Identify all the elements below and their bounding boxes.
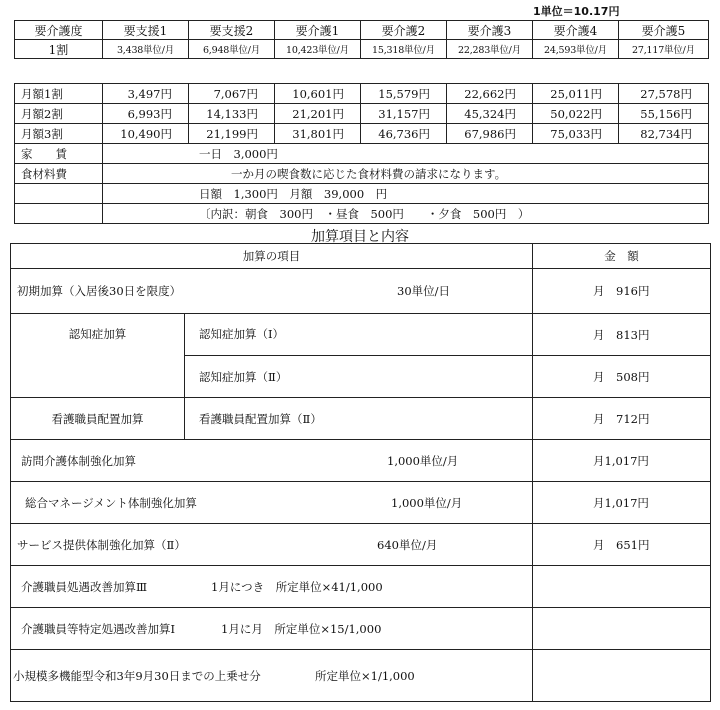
fee-value: 46,736円: [361, 124, 447, 144]
unit-value: 6,948単位/月: [189, 40, 275, 59]
table-row: [11, 482, 711, 524]
additions-table: [10, 243, 711, 702]
table-row: [15, 164, 709, 184]
item-name: 訪問介護体制強化加算: [21, 453, 136, 468]
item-amount: [533, 566, 711, 608]
level-header: 要介護3: [447, 21, 533, 40]
group-label: 認知症加算: [11, 314, 185, 398]
item-name: 認知症加算（Ⅰ）: [185, 314, 533, 356]
unit-value: 3,438単位/月: [103, 40, 189, 59]
unit-value: 27,117単位/月: [619, 40, 709, 59]
fee-value: 21,199円: [189, 124, 275, 144]
fee-value: 50,022円: [533, 104, 619, 124]
item-name: 認知症加算（Ⅱ）: [185, 356, 533, 398]
unit-value: 15,318単位/月: [361, 40, 447, 59]
row-label: 月額1割: [15, 84, 103, 104]
fee-value: 75,033円: [533, 124, 619, 144]
unit-rate-note: 1単位＝10.17円: [533, 5, 620, 18]
monthly-fee-table: [14, 83, 709, 224]
unit-value: 24,593単位/月: [533, 40, 619, 59]
item-amount: 月 508円: [533, 356, 711, 398]
level-header: 要介護1: [275, 21, 361, 40]
fee-value: 3,497円: [103, 84, 189, 104]
item-name: 介護職員等特定処遇改善加算Ⅰ: [21, 621, 176, 636]
rate-label: 1割: [15, 40, 103, 59]
fee-value: 21,201円: [275, 104, 361, 124]
food-label: 食材料費: [15, 164, 103, 184]
table-row: [15, 124, 709, 144]
table-row: [11, 440, 711, 482]
item-amount: 月1,017円: [533, 440, 711, 482]
level-header: 要介護2: [361, 21, 447, 40]
item-detail: 1,000単位/月: [387, 453, 459, 468]
care-level-header: 要介護度: [15, 21, 103, 40]
table-row: [11, 608, 711, 650]
fee-value: 31,801円: [275, 124, 361, 144]
item-name: 初期加算（入居後30日を限度）: [17, 284, 182, 298]
item-detail: 1月につき 所定単位×41/1,000: [211, 579, 383, 594]
item-amount: 月 651円: [533, 524, 711, 566]
food-line: 日額 1,300円 月額 39,000 円: [103, 184, 709, 204]
table-row: [15, 204, 709, 224]
col-item-header: 加算の項目: [11, 244, 533, 269]
fee-value: 15,579円: [361, 84, 447, 104]
fee-value: 55,156円: [619, 104, 709, 124]
level-header: 要介護5: [619, 21, 709, 40]
item-name: 総合マネージメント体制強化加算: [25, 495, 197, 510]
fee-value: 82,734円: [619, 124, 709, 144]
item-amount: 月 813円: [533, 314, 711, 356]
fee-value: 22,662円: [447, 84, 533, 104]
rent-value: 一日 3,000円: [103, 144, 709, 164]
table-row: [11, 398, 711, 440]
item-detail: 1月に月 所定単位×15/1,000: [221, 621, 382, 636]
item-detail: 所定単位×1/1,000: [315, 668, 415, 683]
table-row: [15, 84, 709, 104]
item-name: サービス提供体制強化加算（Ⅱ）: [17, 537, 186, 552]
item-amount: [533, 608, 711, 650]
unit-value: 22,283単位/月: [447, 40, 533, 59]
fee-value: 25,011円: [533, 84, 619, 104]
item-name: 介護職員処遇改善加算Ⅲ: [21, 579, 148, 594]
fee-value: 10,601円: [275, 84, 361, 104]
group-label: 看護職員配置加算: [11, 398, 185, 440]
care-level-table: [14, 20, 709, 59]
fee-value: 27,578円: [619, 84, 709, 104]
food-line: 一か月の喫食数に応じた食材料費の請求になります。: [103, 164, 709, 184]
row-label: 月額2割: [15, 104, 103, 124]
additions-title: 加算項目と内容: [311, 229, 409, 245]
item-amount: 月 712円: [533, 398, 711, 440]
table-row: [11, 269, 711, 314]
fee-value: 7,067円: [189, 84, 275, 104]
item-detail: 30単位/日: [397, 284, 451, 298]
food-line: 〔内訳：朝食 300円 ・昼食 500円 ・夕食 500円 ）: [103, 204, 709, 224]
col-amount-header: 金 額: [533, 244, 711, 269]
item-amount: [533, 650, 711, 702]
row-label: 月額3割: [15, 124, 103, 144]
fee-value: 6,993円: [103, 104, 189, 124]
item-detail: 640単位/月: [377, 537, 438, 552]
fee-value: 14,133円: [189, 104, 275, 124]
rent-label: 家 賃: [15, 144, 103, 164]
fee-value: 31,157円: [361, 104, 447, 124]
item-name: 看護職員配置加算（Ⅱ）: [185, 398, 533, 440]
table-row: [15, 144, 709, 164]
table-row: [15, 104, 709, 124]
level-header: 要支援2: [189, 21, 275, 40]
item-detail: 1,000単位/月: [391, 495, 463, 510]
fee-value: 45,324円: [447, 104, 533, 124]
table-row: [11, 524, 711, 566]
table-row: [15, 184, 709, 204]
table-row: [11, 314, 711, 356]
table-row: [11, 566, 711, 608]
fee-value: 67,986円: [447, 124, 533, 144]
table-row: [11, 650, 711, 702]
item-amount: 月1,017円: [533, 482, 711, 524]
unit-value: 10,423単位/月: [275, 40, 361, 59]
level-header: 要介護4: [533, 21, 619, 40]
level-header: 要支援1: [103, 21, 189, 40]
fee-value: 10,490円: [103, 124, 189, 144]
item-amount: 月 916円: [533, 269, 711, 314]
item-name: 小規模多機能型令和3年9月30日までの上乗せ分: [13, 668, 261, 683]
